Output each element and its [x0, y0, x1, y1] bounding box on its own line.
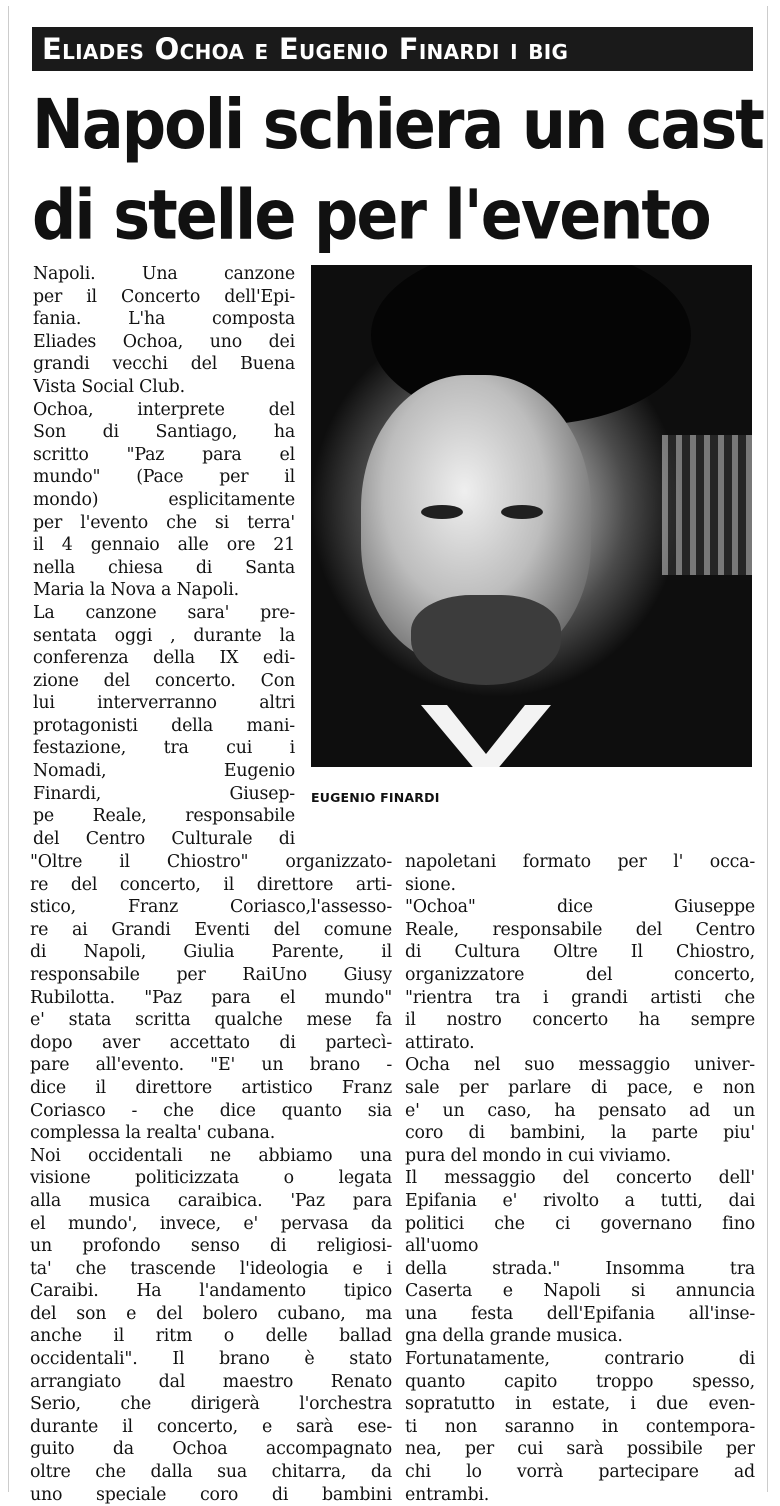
text-line: di Cultura Oltre Il Chiostro, [405, 942, 755, 963]
text-line: conferenza della IX edi- [33, 648, 295, 669]
text-line: fania. L'ha composta [33, 309, 295, 330]
text-line: Rubilotta. "Paz para el mundo" [30, 987, 392, 1008]
text-line: re ai Grandi Eventi del comune [30, 919, 392, 940]
text-line: durante il concerto, e sarà ese- [30, 1416, 392, 1437]
text-line: Maria la Nova a Napoli. [33, 580, 239, 601]
text-line: una festa dell'Epifania all'inse- [405, 1303, 755, 1324]
text-line: visione politicizzata o legata [30, 1168, 392, 1189]
text-line: chi lo vorrà partecipare ad [405, 1462, 755, 1483]
text-line: politici che ci governano fino [405, 1213, 755, 1234]
text-line: sopratutto in estate, i due even- [405, 1394, 755, 1415]
text-line: Son di Santiago, ha [33, 422, 295, 443]
text-line: attirato. [405, 1032, 475, 1053]
text-line: "Ochoa" dice Giuseppe [405, 897, 755, 918]
text-line: gna della grande musica. [405, 1326, 623, 1347]
text-line: quanto capito troppo spesso, [405, 1371, 755, 1392]
text-line: scritto "Paz para el [33, 444, 295, 465]
text-line: arrangiato dal maestro Renato [30, 1371, 392, 1392]
text-line: protagonisti della mani- [33, 715, 295, 736]
photo-caption: EUGENIO FINARDI [311, 790, 440, 805]
text-line: Il messaggio del concerto dell' [405, 1168, 755, 1189]
text-line: sione. [405, 874, 456, 895]
text-line: della strada." Insomma tra [405, 1258, 755, 1279]
text-line: uno speciale coro di bambini [30, 1484, 392, 1505]
kicker-banner: Eliades Ochoa e Eugenio Finardi i big [32, 27, 753, 71]
portrait-photo [311, 265, 752, 767]
text-line: responsabile per RaiUno Giusy [30, 964, 392, 985]
text-line: e' un caso, ha pensato ad un [405, 1100, 755, 1121]
text-line: pe Reale, responsabile [33, 806, 295, 827]
text-line: grandi vecchi del Buena [33, 354, 295, 375]
text-line: ti non saranno in contempora- [405, 1416, 755, 1437]
headline-line-2: di stelle per l'evento [32, 174, 710, 255]
text-line: "rientra tra i grandi artisti che [405, 987, 755, 1008]
text-line: Noi occidentali ne abbiamo una [30, 1145, 392, 1166]
text-line: Ochoa, interprete del [33, 399, 295, 420]
text-line: il nostro concerto ha sempre [405, 1010, 755, 1031]
text-line: zione del concerto. Con [33, 670, 295, 691]
text-line: Coriasco - che dice quanto sia [30, 1100, 392, 1121]
headline-line-1: Napoli schiera un cast [32, 84, 763, 165]
text-line: alla musica caraibica. 'Paz para [30, 1190, 392, 1211]
text-line: sale per parlare di pace, e non [405, 1077, 755, 1098]
text-line: Epifania e' rivolto a tutti, dai [405, 1190, 755, 1211]
text-line: Serio, che dirigerà l'orchestra [30, 1394, 392, 1415]
text-line: occidentali". Il brano è stato [30, 1349, 392, 1370]
text-line: e' stata scritta qualche mese fa [30, 1010, 392, 1031]
text-line: La canzone sara' pre- [33, 602, 295, 623]
text-line: festazione, tra cui i [33, 738, 295, 759]
text-line: all'uomo [405, 1236, 479, 1257]
text-line: pura del mondo in cui viviamo. [405, 1145, 671, 1166]
text-line: Ocha nel suo messaggio univer- [405, 1055, 755, 1076]
text-line: stico, Franz Coriasco,l'assesso- [30, 897, 392, 918]
text-line: dopo aver accettato di partecì- [30, 1032, 392, 1053]
text-line: Reale, responsabile del Centro [405, 919, 755, 940]
text-line: mundo" (Pace per il [33, 467, 295, 488]
text-line: Caraibi. Ha l'andamento tipico [30, 1281, 392, 1302]
text-line: per l'evento che si terra' [33, 512, 295, 533]
article-column-2 [30, 851, 392, 1506]
text-line: lui interverranno altri [33, 693, 295, 714]
text-line: Napoli. Una canzone [33, 264, 295, 284]
text-line: Finardi, Giusep- [33, 783, 295, 804]
text-line: il 4 gennaio alle ore 21 [33, 535, 295, 556]
text-line: re del concerto, il direttore arti- [30, 874, 392, 895]
headline [32, 80, 763, 260]
text-line: Fortunatamente, contrario di [405, 1349, 755, 1370]
text-line: coro di bambini, la parte piu' [405, 1123, 755, 1144]
text-line: mondo) esplicitamente [33, 489, 295, 510]
text-line: anche il ritm o delle ballad [30, 1326, 392, 1347]
text-line: Eliades Ochoa, uno dei [33, 331, 295, 352]
article-column-3 [405, 851, 755, 1506]
article-column-1 [33, 263, 295, 850]
text-line: Caserta e Napoli si annuncia [405, 1281, 755, 1302]
text-line: pare all'evento. "E' un brano - [30, 1055, 392, 1076]
text-line: di Napoli, Giulia Parente, il [30, 942, 392, 963]
text-line: entrambi. [405, 1484, 490, 1505]
text-line: el mundo', invece, e' pervasa da [30, 1213, 392, 1234]
text-line: ta' che trascende l'ideologia e i [30, 1258, 392, 1279]
text-line: nella chiesa di Santa [33, 557, 295, 578]
text-line: organizzatore del concerto, [405, 964, 755, 985]
text-line: dice il direttore artistico Franz [30, 1077, 392, 1098]
text-line: del Centro Culturale di [33, 828, 295, 849]
text-line: un profondo senso di religiosi- [30, 1236, 392, 1257]
text-line: "Oltre il Chiostro" organizzato- [30, 852, 392, 872]
text-line: oltre che dalla sua chitarra, da [30, 1462, 392, 1483]
text-line: del son e del bolero cubano, ma [30, 1303, 392, 1324]
text-line: nea, per cui sarà possibile per [405, 1439, 755, 1460]
text-line: per il Concerto dell'Epi- [33, 286, 295, 307]
text-line: sentata oggi , durante la [33, 625, 295, 646]
text-line: Nomadi, Eugenio [33, 761, 295, 782]
text-line: Vista Social Club. [33, 376, 185, 397]
text-line: napoletani formato per l' occa- [405, 852, 755, 872]
text-line: guito da Ochoa accompagnato [30, 1439, 392, 1460]
text-line: complessa la realta' cubana. [30, 1123, 276, 1144]
